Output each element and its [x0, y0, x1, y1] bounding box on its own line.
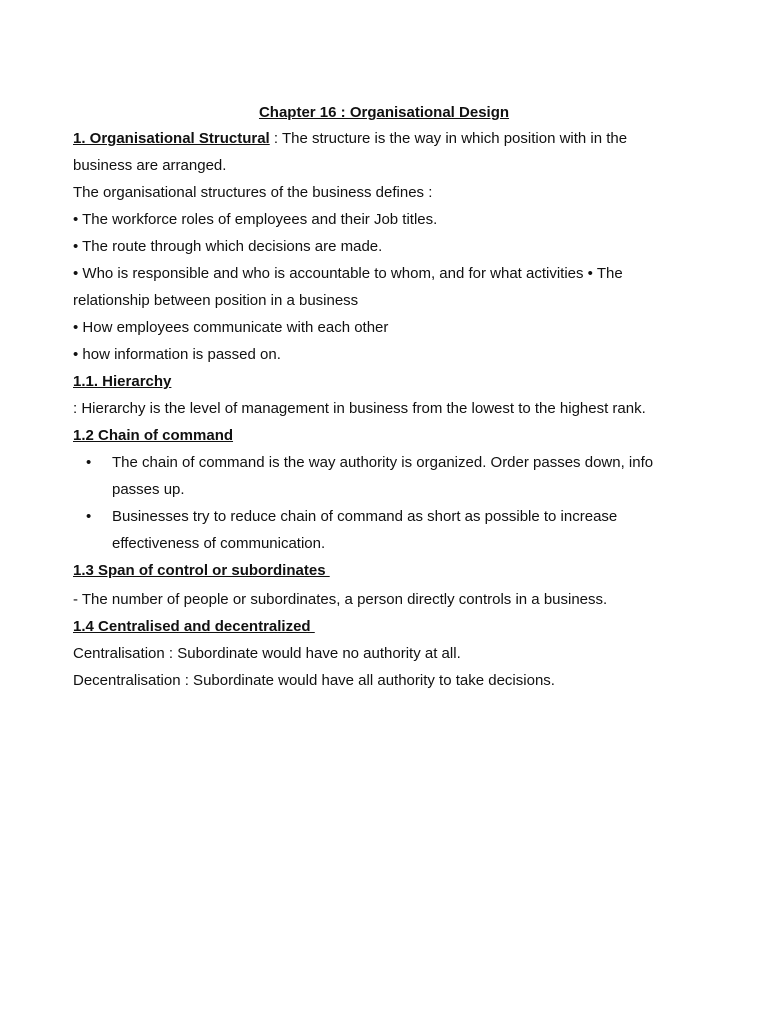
- chain-bullet-line: The chain of command is the way authority is organized. Order passes down, info: [112, 454, 654, 471]
- section1-point: • Who is responsible and who is accountable to whom, and for what activities • The: [73, 265, 623, 282]
- span-heading: 1.3 Span of control or subordinates: [73, 562, 330, 579]
- chain-bullet-line: effectiveness of communication.: [112, 535, 326, 552]
- centralisation-text: Centralisation : Subordinate would have no authority at all.: [73, 645, 461, 662]
- section1-point: • The route through which decisions are made.: [73, 238, 383, 255]
- section1-intro: The organisational structures of the business defines :: [73, 184, 433, 201]
- hierarchy-text: : Hierarchy is the level of management in business from the lowest to the highest rank.: [73, 400, 646, 417]
- chain-bullet-list: [73, 449, 713, 557]
- chain-heading: 1.2 Chain of command: [73, 427, 234, 444]
- page-title: Chapter 16 : Organisational Design: [258, 104, 510, 121]
- decentralisation-text: Decentralisation : Subordinate would have all authority to take decisions.: [73, 672, 555, 689]
- chain-bullet-line: passes up.: [112, 481, 185, 498]
- section1-point: • How employees communicate with each other: [73, 319, 389, 336]
- section1-first-line: [73, 125, 713, 152]
- list-item: [73, 503, 712, 557]
- hierarchy-heading: 1.1. Hierarchy: [73, 373, 172, 390]
- section1-point: • The workforce roles of employees and their Job titles.: [73, 211, 438, 228]
- section1-text-a: : The structure is the way in which position with in the: [269, 130, 628, 147]
- section1-point: • how information is passed on.: [73, 346, 281, 363]
- section1-text-b: business are arranged.: [73, 157, 227, 174]
- section1-heading: 1. Organisational Structural: [73, 130, 270, 147]
- bullet-icon: •: [86, 454, 92, 471]
- bullet-icon: •: [86, 508, 92, 525]
- section1-point: relationship between position in a business: [73, 292, 359, 309]
- document-body: [73, 125, 713, 694]
- chain-bullet-line: Businesses try to reduce chain of command as short as possible to increase: [112, 508, 618, 525]
- list-item: [73, 449, 712, 503]
- central-heading: 1.4 Centralised and decentralized: [73, 618, 315, 635]
- span-text: - The number of people or subordinates, a person directly controls in a business.: [73, 591, 608, 608]
